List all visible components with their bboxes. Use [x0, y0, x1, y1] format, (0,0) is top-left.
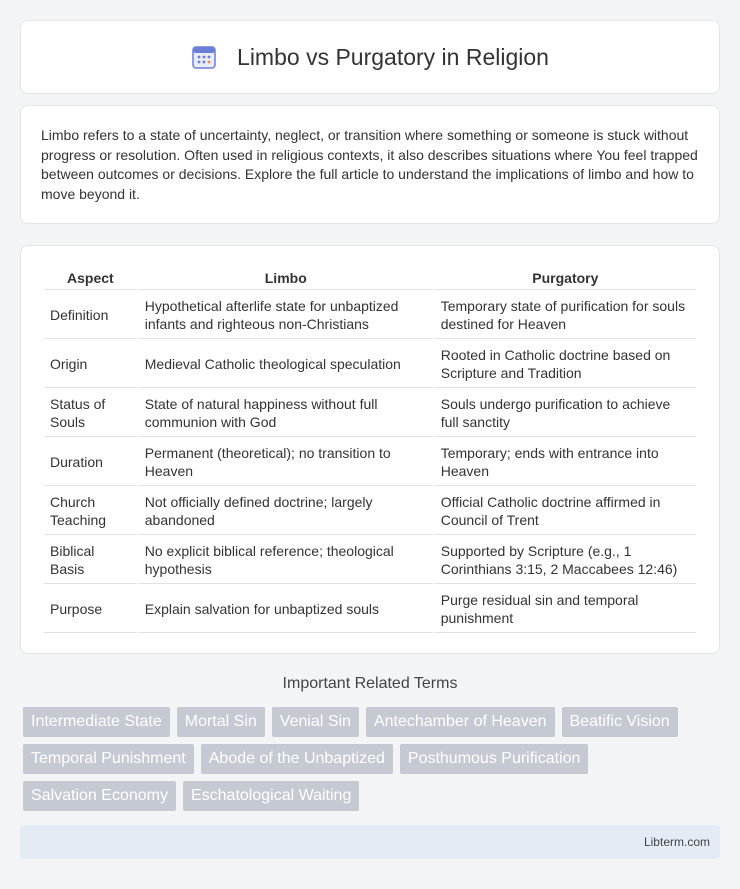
cell-limbo: Not officially defined doctrine; largely abandoned — [139, 488, 433, 535]
table-row — [44, 390, 696, 437]
cell-purgatory: Supported by Scripture (e.g., 1 Corinthians 3:15, 2 Maccabees 12:46) — [435, 537, 696, 584]
cell-limbo: No explicit biblical reference; theological hypothesis — [139, 537, 433, 584]
table-row — [44, 439, 696, 486]
cell-limbo: State of natural happiness without full communion with God — [139, 390, 433, 437]
cell-purgatory: Souls undergo purification to achieve full sanctity — [435, 390, 696, 437]
cell-aspect: Origin — [44, 341, 137, 388]
cell-limbo: Explain salvation for unbaptized souls — [139, 586, 433, 633]
cell-limbo: Permanent (theoretical); no transition to Heaven — [139, 439, 433, 486]
related-term-tag[interactable]: Antechamber of Heaven — [366, 707, 555, 737]
related-terms-list — [23, 707, 723, 811]
page-title: Limbo vs Purgatory in Religion — [237, 43, 549, 70]
cell-aspect: Status of Souls — [44, 390, 137, 437]
cell-aspect: Duration — [44, 439, 137, 486]
cell-limbo: Medieval Catholic theological speculation — [139, 341, 433, 388]
related-term-tag[interactable]: Posthumous Purification — [400, 744, 589, 774]
cell-aspect: Definition — [44, 292, 137, 339]
table-row — [44, 292, 696, 339]
cell-limbo: Hypothetical afterlife state for unbaptized infants and righteous non-Christians — [139, 292, 433, 339]
table-row — [44, 341, 696, 388]
header-limbo: Limbo — [139, 266, 433, 290]
related-term-tag[interactable]: Mortal Sin — [177, 707, 265, 737]
table-row — [44, 488, 696, 535]
related-term-tag[interactable]: Venial Sin — [272, 707, 359, 737]
table-row — [44, 537, 696, 584]
title-card — [20, 20, 720, 94]
related-term-tag[interactable]: Salvation Economy — [23, 781, 176, 811]
table-header-row — [44, 266, 696, 290]
cell-aspect: Church Teaching — [44, 488, 137, 535]
footer — [20, 825, 720, 859]
table-row — [44, 586, 696, 633]
cell-purgatory: Official Catholic doctrine affirmed in Council of Trent — [435, 488, 696, 535]
calendar-icon — [191, 44, 217, 70]
header-purgatory: Purgatory — [435, 266, 696, 290]
cell-aspect: Biblical Basis — [44, 537, 137, 584]
intro-text: Limbo refers to a state of uncertainty, neglect, or transition where something or someone is stuck without progress or resolution. Often used in religious contexts, it also describes situations where You feel trapped between outcomes or decisions. Explore the full article to understand the implications of limbo and how to move beyond it. — [41, 127, 698, 202]
related-term-tag[interactable]: Beatific Vision — [562, 707, 678, 737]
cell-purgatory: Purge residual sin and temporal punishment — [435, 586, 696, 633]
cell-purgatory: Rooted in Catholic doctrine based on Scripture and Tradition — [435, 341, 696, 388]
comparison-table — [42, 264, 698, 635]
related-terms-heading: Important Related Terms — [282, 675, 458, 692]
cell-purgatory: Temporary state of purification for souls destined for Heaven — [435, 292, 696, 339]
related-term-tag[interactable]: Temporal Punishment — [23, 744, 194, 774]
related-term-tag[interactable]: Intermediate State — [23, 707, 170, 737]
related-term-tag[interactable]: Abode of the Unbaptized — [201, 744, 393, 774]
footer-link[interactable]: Libterm.com — [643, 835, 710, 849]
intro-card — [20, 105, 720, 224]
header-aspect: Aspect — [44, 266, 137, 290]
comparison-table-card — [20, 245, 720, 654]
cell-purgatory: Temporary; ends with entrance into Heaven — [435, 439, 696, 486]
cell-aspect: Purpose — [44, 586, 137, 633]
related-term-tag[interactable]: Eschatological Waiting — [183, 781, 359, 811]
